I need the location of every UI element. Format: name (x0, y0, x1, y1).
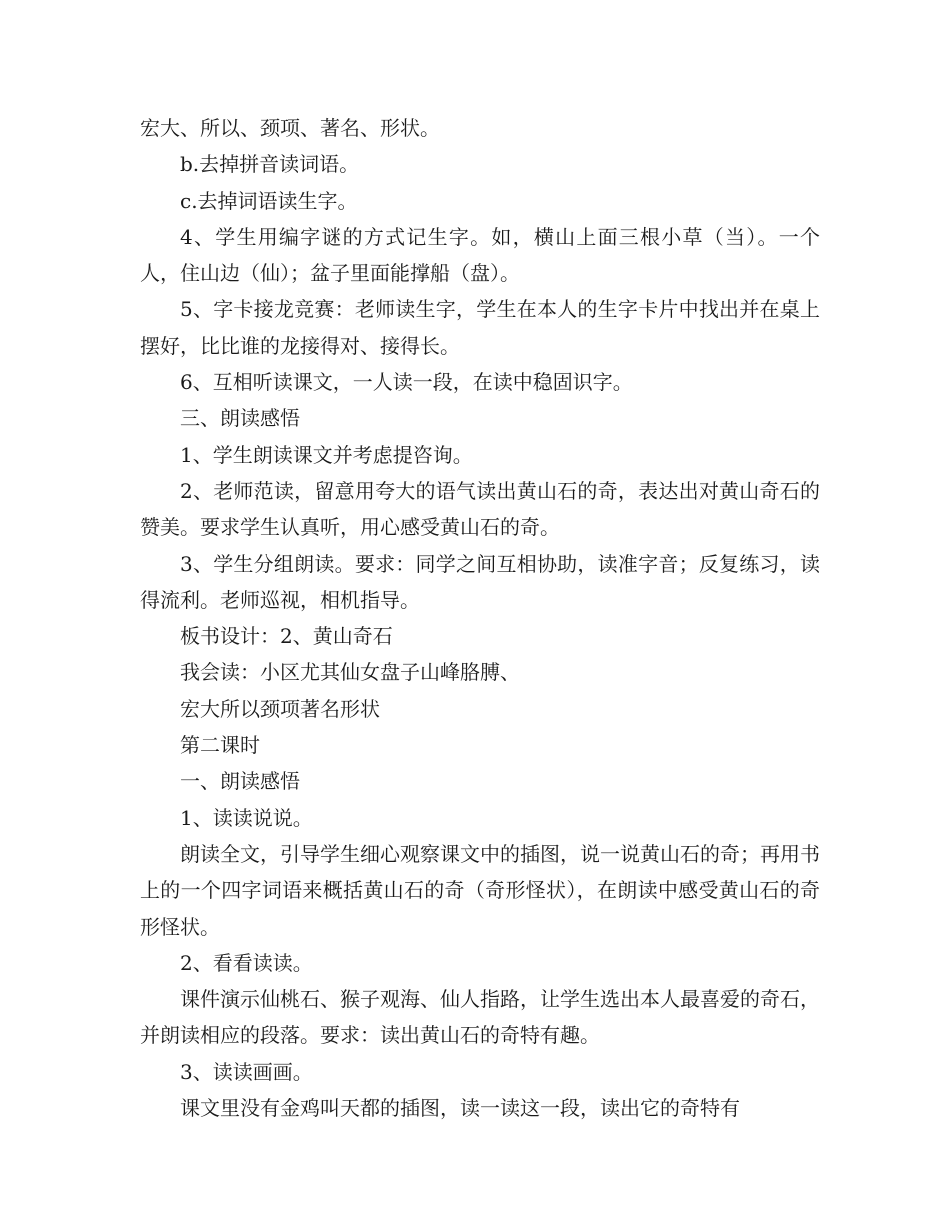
paragraph-6: 6、互相听读课文，一人读一段，在读中稳固识字。 (180, 370, 633, 395)
paragraph-5: 5、字卡接龙竞赛：老师读生字，学生在本人的生字卡片中找出并在桌上摆好，比比谁的龙接得对、接得长。 (140, 297, 820, 358)
paragraph-1: 宏大、所以、颈项、著名、形状。 (140, 116, 440, 140)
paragraph-15: 课文里没有金鸡叫天都的插图，读一读这一段，读出它的奇特有 (180, 1096, 740, 1121)
paragraph-3: c.去掉词语读生字。 (180, 188, 358, 213)
paragraph-2: b.去掉拼音读词语。 (180, 152, 360, 177)
section-heading-reading: 三、朗读感悟 (180, 406, 300, 431)
paragraph-4: 4、学生用编字谜的方式记生字。如，横山上面三根小草（当）。一个人，住山边（仙）；盆子里面能撑船（盘）。 (140, 224, 820, 286)
document-body (140, 110, 820, 1126)
paragraph-11: 朗读全文，引导学生细心观察课文中的插图，说一说黄山石的奇；再用书上的一个四字词语来概括黄山石的奇（奇形怪状），在朗读中感受黄山石的奇形怪状。 (140, 841, 820, 939)
paragraph-12: 2、看看读读。 (180, 950, 313, 975)
lesson-heading: 第二课时 (180, 733, 260, 758)
section-heading-reading-2: 一、朗读感悟 (180, 769, 300, 794)
board-design-line-2: 宏大所以颈项著名形状 (180, 696, 380, 721)
paragraph-13: 课件演示仙桃石、猴子观海、仙人指路，让学生选出本人最喜爱的奇石，并朗读相应的段落。要求：读出黄山石的奇特有趣。 (140, 987, 820, 1048)
board-design-line-1: 我会读：小区尤其仙女盘子山峰胳膊、 (180, 660, 520, 685)
board-design-title: 板书设计：2、黄山奇石 (180, 624, 393, 649)
paragraph-8: 2、老师范读，留意用夸大的语气读出黄山石的奇，表达出对黄山奇石的赞美。要求学生认真听，用心感受黄山石的奇。 (140, 478, 820, 540)
paragraph-14: 3、读读画画。 (180, 1059, 313, 1084)
paragraph-9: 3、学生分组朗读。要求：同学之间互相协助，读准字音；反复练习，读得流利。老师巡视，相机指导。 (140, 551, 820, 612)
paragraph-10: 1、读读说说。 (180, 805, 313, 830)
paragraph-7: 1、学生朗读课文并考虑提咨询。 (180, 442, 473, 467)
